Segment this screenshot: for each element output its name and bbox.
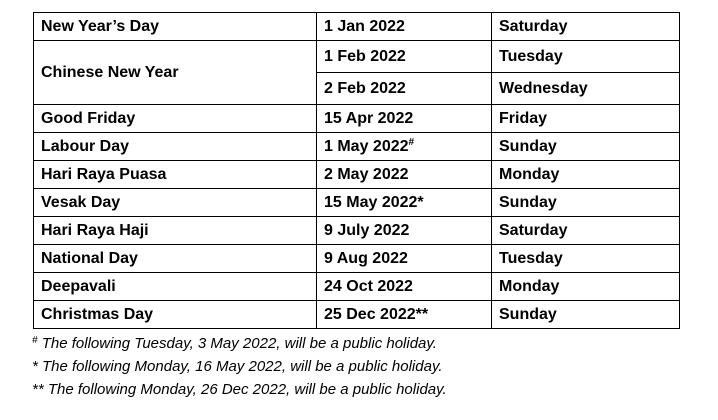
- table-row: [34, 161, 680, 189]
- footnote-symbol: #: [32, 335, 38, 346]
- holiday-day: Monday: [492, 273, 680, 301]
- holiday-date: 24 Oct 2022: [317, 273, 492, 301]
- holiday-name: Hari Raya Haji: [34, 217, 317, 245]
- footnote-star: * The following Monday, 16 May 2022, will be a public holiday.: [32, 358, 443, 375]
- holiday-name: Vesak Day: [34, 189, 317, 217]
- table-row: [34, 105, 680, 133]
- table-row: [34, 301, 680, 329]
- holiday-day: Sunday: [492, 189, 680, 217]
- holiday-day: Wednesday: [492, 73, 680, 105]
- holiday-name: Deepavali: [34, 273, 317, 301]
- table-row: [34, 133, 680, 161]
- holiday-name: Christmas Day: [34, 301, 317, 329]
- holiday-date: 25 Dec 2022**: [317, 301, 492, 329]
- holiday-date: 15 May 2022*: [317, 189, 492, 217]
- holiday-day: Sunday: [492, 301, 680, 329]
- footnote-double-star: ** The following Monday, 26 Dec 2022, will be a public holiday.: [32, 381, 447, 398]
- holiday-date: 9 Aug 2022: [317, 245, 492, 273]
- holiday-name: New Year’s Day: [34, 13, 317, 41]
- holiday-date: 1 Jan 2022: [317, 13, 492, 41]
- table-row: [34, 217, 680, 245]
- footnote-hash: [32, 332, 447, 355]
- footnote-text: The following Tuesday, 3 May 2022, will be a public holiday.: [37, 335, 437, 352]
- table-row: [34, 273, 680, 301]
- holiday-date: 1 May 2022: [324, 138, 409, 155]
- holiday-day: Tuesday: [492, 41, 680, 73]
- holiday-day: Tuesday: [492, 245, 680, 273]
- holiday-date: 2 May 2022: [317, 161, 492, 189]
- holiday-day: Saturday: [492, 217, 680, 245]
- table-row: [34, 245, 680, 273]
- table-row: [34, 13, 680, 41]
- holiday-name: Hari Raya Puasa: [34, 161, 317, 189]
- holiday-day: Monday: [492, 161, 680, 189]
- holiday-day: Saturday: [492, 13, 680, 41]
- table-row: [34, 189, 680, 217]
- holiday-name: Chinese New Year: [34, 41, 317, 105]
- table-row: [34, 41, 680, 73]
- footnote-mark: #: [408, 137, 415, 148]
- holiday-date: 2 Feb 2022: [317, 73, 492, 105]
- holiday-name: Good Friday: [34, 105, 317, 133]
- holiday-name: Labour Day: [34, 133, 317, 161]
- holiday-name: National Day: [34, 245, 317, 273]
- footnotes: [32, 332, 447, 401]
- holiday-date: 15 Apr 2022: [317, 105, 492, 133]
- holiday-date: 9 July 2022: [317, 217, 492, 245]
- holiday-date-cell: [317, 133, 492, 161]
- holiday-day: Sunday: [492, 133, 680, 161]
- holiday-day: Friday: [492, 105, 680, 133]
- holiday-date: 1 Feb 2022: [317, 41, 492, 73]
- public-holidays-table: [33, 12, 680, 329]
